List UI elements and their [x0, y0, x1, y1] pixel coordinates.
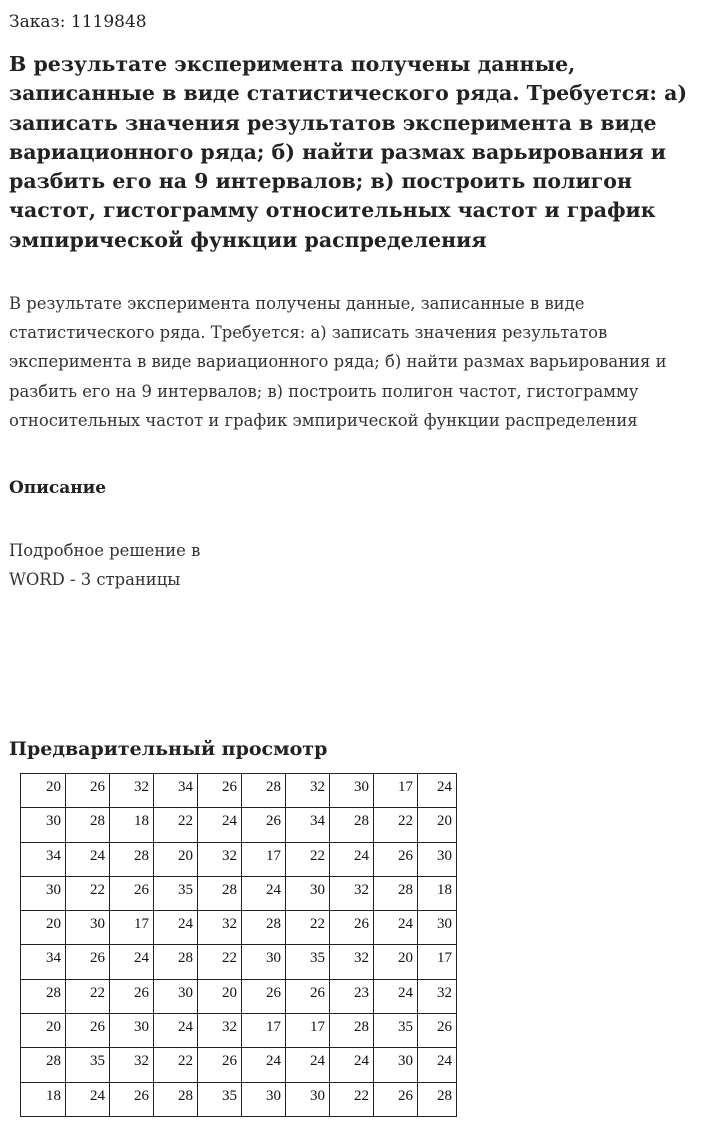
order-number: Заказ: 1119848 [9, 12, 147, 32]
description-line: WORD - 3 страницы [9, 569, 181, 589]
table-cell: 20 [21, 911, 66, 945]
description-line: Подробное решение в [9, 541, 201, 560]
table-cell: 17 [242, 842, 286, 876]
table-cell: 24 [330, 842, 374, 876]
table-cell: 22 [286, 842, 330, 876]
table-cell: 26 [374, 842, 418, 876]
table-cell: 17 [418, 945, 457, 979]
table-cell: 24 [242, 876, 286, 910]
table-cell: 24 [110, 945, 154, 979]
table-cell: 30 [418, 842, 457, 876]
table-cell: 22 [286, 911, 330, 945]
task-text: В результате эксперимента получены данные, записанные в виде статистического ряда. Требуется: а) записать значения результатов эксперимента в виде вариационного ряда; б) найти размах варьирования и разбить его на 9 интервалов; в) построить полигон частот, гистограмму относительных частот и график эмпирической функции распределения [9, 294, 667, 430]
table-row [21, 842, 457, 876]
table-cell: 32 [110, 774, 154, 808]
table-cell: 17 [110, 911, 154, 945]
table-row [21, 774, 457, 808]
table-cell: 28 [110, 842, 154, 876]
table-cell: 35 [66, 1048, 110, 1082]
table-row [21, 911, 457, 945]
table-cell: 18 [110, 808, 154, 842]
table-cell: 34 [21, 842, 66, 876]
table-cell: 23 [330, 979, 374, 1013]
table-cell: 30 [21, 808, 66, 842]
table-cell: 26 [198, 774, 242, 808]
table-cell: 28 [21, 1048, 66, 1082]
description-text [9, 537, 269, 594]
table-row [21, 945, 457, 979]
table-row [21, 1082, 457, 1116]
table-row [21, 808, 457, 842]
table-cell: 30 [286, 1082, 330, 1116]
table-cell: 20 [154, 842, 198, 876]
table-cell: 24 [242, 1048, 286, 1082]
table-cell: 28 [21, 979, 66, 1013]
table-row [21, 876, 457, 910]
table-cell: 28 [242, 911, 286, 945]
table-cell: 30 [286, 876, 330, 910]
preview-data-table [20, 773, 457, 1117]
table-cell: 26 [110, 876, 154, 910]
table-cell: 30 [418, 911, 457, 945]
table-cell: 32 [330, 945, 374, 979]
table-cell: 24 [198, 808, 242, 842]
table-cell: 18 [21, 1082, 66, 1116]
table-cell: 24 [418, 774, 457, 808]
table-cell: 24 [154, 911, 198, 945]
description-heading: Описание [9, 478, 107, 498]
table-cell: 22 [154, 808, 198, 842]
table-cell: 26 [286, 979, 330, 1013]
table-cell: 30 [242, 1082, 286, 1116]
table-cell: 22 [198, 945, 242, 979]
table-cell: 28 [154, 945, 198, 979]
table-cell: 28 [154, 1082, 198, 1116]
table-cell: 30 [242, 945, 286, 979]
table-cell: 22 [374, 808, 418, 842]
table-cell: 32 [286, 774, 330, 808]
table-cell: 24 [374, 979, 418, 1013]
table-cell: 30 [110, 1014, 154, 1048]
table-cell: 28 [418, 1082, 457, 1116]
table-cell: 32 [198, 911, 242, 945]
table-cell: 20 [21, 1014, 66, 1048]
table-cell: 24 [154, 1014, 198, 1048]
table-cell: 20 [418, 808, 457, 842]
table-cell: 35 [374, 1014, 418, 1048]
table-cell: 34 [286, 808, 330, 842]
table-cell: 26 [374, 1082, 418, 1116]
table-cell: 35 [286, 945, 330, 979]
table-cell: 22 [66, 876, 110, 910]
table-cell: 26 [110, 979, 154, 1013]
table-cell: 32 [198, 1014, 242, 1048]
table-cell: 34 [21, 945, 66, 979]
table-cell: 26 [242, 979, 286, 1013]
table-cell: 28 [330, 1014, 374, 1048]
table-cell: 20 [21, 774, 66, 808]
table-cell: 28 [242, 774, 286, 808]
table-cell: 17 [286, 1014, 330, 1048]
table-cell: 34 [154, 774, 198, 808]
table-cell: 17 [242, 1014, 286, 1048]
table-cell: 24 [66, 842, 110, 876]
table-cell: 28 [198, 876, 242, 910]
table-cell: 35 [154, 876, 198, 910]
table-cell: 24 [374, 911, 418, 945]
table-cell: 30 [154, 979, 198, 1013]
table-cell: 28 [66, 808, 110, 842]
table-row [21, 1014, 457, 1048]
preview-heading: Предварительный просмотр [9, 738, 328, 760]
table-cell: 32 [418, 979, 457, 1013]
table-cell: 26 [66, 774, 110, 808]
table-cell: 24 [330, 1048, 374, 1082]
table-cell: 30 [21, 876, 66, 910]
table-cell: 22 [330, 1082, 374, 1116]
table-cell: 20 [198, 979, 242, 1013]
table-cell: 35 [198, 1082, 242, 1116]
table-cell: 22 [66, 979, 110, 1013]
table-cell: 24 [66, 1082, 110, 1116]
table-cell: 20 [374, 945, 418, 979]
table-cell: 24 [286, 1048, 330, 1082]
table-cell: 28 [374, 876, 418, 910]
table-cell: 30 [330, 774, 374, 808]
table-cell: 32 [110, 1048, 154, 1082]
table-cell: 17 [374, 774, 418, 808]
table-cell: 18 [418, 876, 457, 910]
table-cell: 26 [66, 945, 110, 979]
table-cell: 26 [330, 911, 374, 945]
table-cell: 22 [154, 1048, 198, 1082]
table-row [21, 979, 457, 1013]
table-cell: 26 [66, 1014, 110, 1048]
table-cell: 26 [110, 1082, 154, 1116]
table-cell: 26 [198, 1048, 242, 1082]
page-title: В результате эксперимента получены данные, записанные в виде статистического ряда. Требуется: а) записать значения результатов эксперимента в виде вариационного ряда; б) найти размах варьирования и разбить его на 9 интервалов; в) построить полигон частот, гистограмму относительных частот и график эмпирической функции распределения [9, 52, 688, 252]
table-cell: 32 [330, 876, 374, 910]
table-cell: 26 [418, 1014, 457, 1048]
table-cell: 26 [242, 808, 286, 842]
table-cell: 32 [198, 842, 242, 876]
table-row [21, 1048, 457, 1082]
table-cell: 30 [374, 1048, 418, 1082]
table-cell: 30 [66, 911, 110, 945]
table-cell: 28 [330, 808, 374, 842]
table-cell: 24 [418, 1048, 457, 1082]
